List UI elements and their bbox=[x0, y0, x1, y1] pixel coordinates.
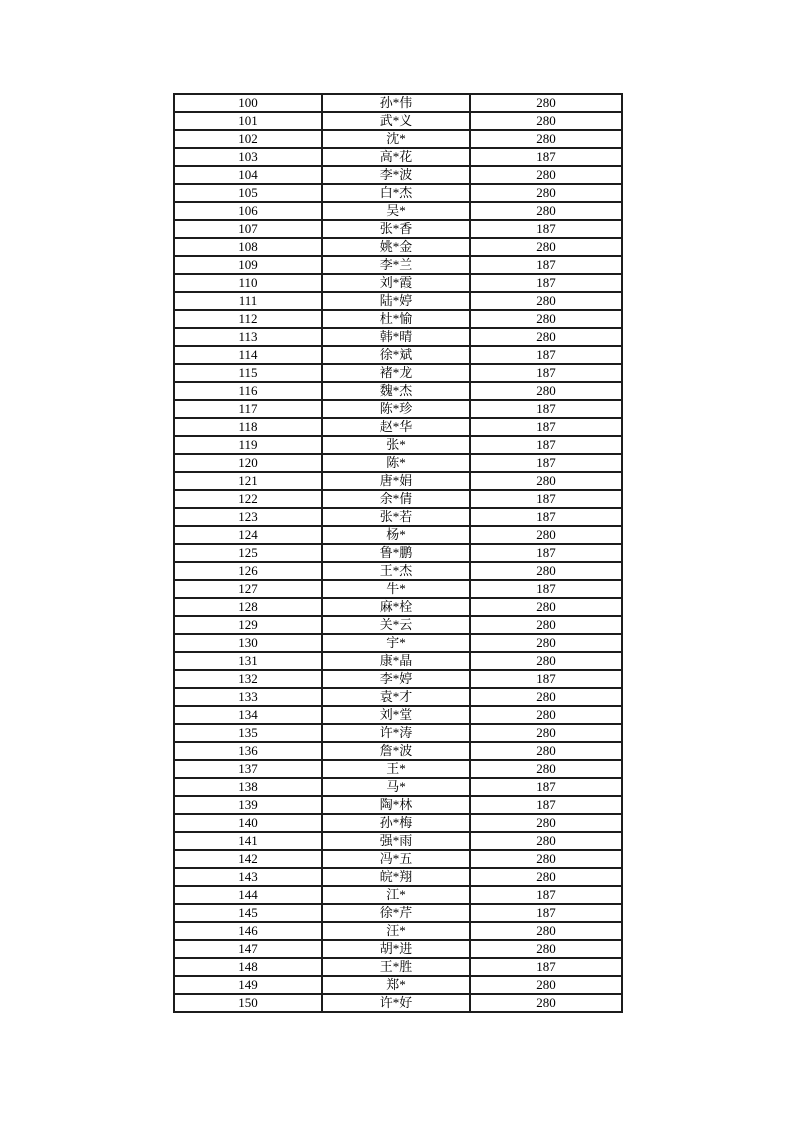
index-cell: 101 bbox=[174, 112, 322, 130]
value-cell: 187 bbox=[470, 256, 622, 274]
value-cell: 280 bbox=[470, 382, 622, 400]
table-row bbox=[174, 148, 622, 166]
index-cell: 149 bbox=[174, 976, 322, 994]
value-cell: 280 bbox=[470, 760, 622, 778]
index-cell: 112 bbox=[174, 310, 322, 328]
table-row bbox=[174, 544, 622, 562]
value-cell: 187 bbox=[470, 580, 622, 598]
index-cell: 108 bbox=[174, 238, 322, 256]
table-row bbox=[174, 454, 622, 472]
index-cell: 124 bbox=[174, 526, 322, 544]
index-cell: 102 bbox=[174, 130, 322, 148]
value-cell: 187 bbox=[470, 544, 622, 562]
value-cell: 187 bbox=[470, 958, 622, 976]
value-cell: 280 bbox=[470, 562, 622, 580]
table-row bbox=[174, 112, 622, 130]
value-cell: 280 bbox=[470, 652, 622, 670]
value-cell: 280 bbox=[470, 472, 622, 490]
index-cell: 144 bbox=[174, 886, 322, 904]
index-cell: 128 bbox=[174, 598, 322, 616]
index-cell: 133 bbox=[174, 688, 322, 706]
name-cell: 麻*栓 bbox=[322, 598, 470, 616]
index-cell: 120 bbox=[174, 454, 322, 472]
value-cell: 280 bbox=[470, 112, 622, 130]
value-cell: 280 bbox=[470, 940, 622, 958]
name-cell: 唐*娟 bbox=[322, 472, 470, 490]
index-cell: 129 bbox=[174, 616, 322, 634]
name-cell: 沈* bbox=[322, 130, 470, 148]
value-cell: 280 bbox=[470, 706, 622, 724]
name-cell: 詹*波 bbox=[322, 742, 470, 760]
name-cell: 杜*愉 bbox=[322, 310, 470, 328]
value-cell: 280 bbox=[470, 868, 622, 886]
index-cell: 106 bbox=[174, 202, 322, 220]
index-cell: 136 bbox=[174, 742, 322, 760]
table-row bbox=[174, 814, 622, 832]
value-cell: 280 bbox=[470, 814, 622, 832]
index-cell: 119 bbox=[174, 436, 322, 454]
name-cell: 李*婷 bbox=[322, 670, 470, 688]
table-row bbox=[174, 778, 622, 796]
value-cell: 280 bbox=[470, 742, 622, 760]
table-row bbox=[174, 670, 622, 688]
index-cell: 150 bbox=[174, 994, 322, 1012]
value-cell: 280 bbox=[470, 526, 622, 544]
value-cell: 280 bbox=[470, 634, 622, 652]
index-cell: 141 bbox=[174, 832, 322, 850]
name-cell: 王*胜 bbox=[322, 958, 470, 976]
index-cell: 111 bbox=[174, 292, 322, 310]
name-cell: 张* bbox=[322, 436, 470, 454]
index-cell: 109 bbox=[174, 256, 322, 274]
table-row bbox=[174, 310, 622, 328]
table-row bbox=[174, 760, 622, 778]
index-cell: 137 bbox=[174, 760, 322, 778]
index-cell: 105 bbox=[174, 184, 322, 202]
table-row bbox=[174, 130, 622, 148]
table-row bbox=[174, 976, 622, 994]
table-row bbox=[174, 220, 622, 238]
name-cell: 强*雨 bbox=[322, 832, 470, 850]
table-row bbox=[174, 202, 622, 220]
name-cell: 陶*林 bbox=[322, 796, 470, 814]
index-cell: 117 bbox=[174, 400, 322, 418]
table-row bbox=[174, 850, 622, 868]
name-cell: 袁*才 bbox=[322, 688, 470, 706]
table-row bbox=[174, 94, 622, 112]
name-cell: 陆*婷 bbox=[322, 292, 470, 310]
name-cell: 吴* bbox=[322, 202, 470, 220]
table-row bbox=[174, 508, 622, 526]
value-cell: 187 bbox=[470, 400, 622, 418]
name-cell: 鲁*鹏 bbox=[322, 544, 470, 562]
table-row bbox=[174, 904, 622, 922]
index-cell: 142 bbox=[174, 850, 322, 868]
table-row bbox=[174, 994, 622, 1012]
index-cell: 100 bbox=[174, 94, 322, 112]
index-cell: 114 bbox=[174, 346, 322, 364]
value-cell: 280 bbox=[470, 976, 622, 994]
value-cell: 187 bbox=[470, 508, 622, 526]
name-cell: 韩*晴 bbox=[322, 328, 470, 346]
index-cell: 125 bbox=[174, 544, 322, 562]
table-row bbox=[174, 940, 622, 958]
index-cell: 147 bbox=[174, 940, 322, 958]
table-row bbox=[174, 634, 622, 652]
value-cell: 280 bbox=[470, 832, 622, 850]
name-cell: 胡*进 bbox=[322, 940, 470, 958]
name-cell: 皖*翔 bbox=[322, 868, 470, 886]
value-cell: 187 bbox=[470, 346, 622, 364]
index-cell: 130 bbox=[174, 634, 322, 652]
table-row bbox=[174, 490, 622, 508]
value-cell: 280 bbox=[470, 310, 622, 328]
table-row bbox=[174, 292, 622, 310]
table-row bbox=[174, 886, 622, 904]
name-cell: 张*若 bbox=[322, 508, 470, 526]
index-cell: 134 bbox=[174, 706, 322, 724]
value-cell: 187 bbox=[470, 220, 622, 238]
table-row bbox=[174, 526, 622, 544]
value-cell: 280 bbox=[470, 238, 622, 256]
table-row bbox=[174, 616, 622, 634]
table-row bbox=[174, 256, 622, 274]
name-cell: 张*香 bbox=[322, 220, 470, 238]
value-cell: 280 bbox=[470, 166, 622, 184]
name-cell: 徐*斌 bbox=[322, 346, 470, 364]
name-cell: 李*波 bbox=[322, 166, 470, 184]
table-row bbox=[174, 364, 622, 382]
index-cell: 118 bbox=[174, 418, 322, 436]
index-cell: 103 bbox=[174, 148, 322, 166]
index-cell: 116 bbox=[174, 382, 322, 400]
index-cell: 146 bbox=[174, 922, 322, 940]
index-cell: 122 bbox=[174, 490, 322, 508]
table-row bbox=[174, 184, 622, 202]
value-cell: 187 bbox=[470, 886, 622, 904]
value-cell: 280 bbox=[470, 184, 622, 202]
value-cell: 187 bbox=[470, 490, 622, 508]
roster-table-body bbox=[174, 94, 622, 1012]
table-row bbox=[174, 796, 622, 814]
name-cell: 康*晶 bbox=[322, 652, 470, 670]
index-cell: 115 bbox=[174, 364, 322, 382]
index-cell: 104 bbox=[174, 166, 322, 184]
index-cell: 113 bbox=[174, 328, 322, 346]
name-cell: 关*云 bbox=[322, 616, 470, 634]
value-cell: 280 bbox=[470, 994, 622, 1012]
index-cell: 145 bbox=[174, 904, 322, 922]
value-cell: 280 bbox=[470, 130, 622, 148]
table-row bbox=[174, 688, 622, 706]
value-cell: 187 bbox=[470, 418, 622, 436]
table-row bbox=[174, 400, 622, 418]
name-cell: 徐*芹 bbox=[322, 904, 470, 922]
name-cell: 王* bbox=[322, 760, 470, 778]
roster-table bbox=[173, 93, 623, 1013]
name-cell: 冯*五 bbox=[322, 850, 470, 868]
name-cell: 汪* bbox=[322, 922, 470, 940]
value-cell: 280 bbox=[470, 328, 622, 346]
name-cell: 陈* bbox=[322, 454, 470, 472]
index-cell: 140 bbox=[174, 814, 322, 832]
table-row bbox=[174, 724, 622, 742]
table-row bbox=[174, 922, 622, 940]
index-cell: 139 bbox=[174, 796, 322, 814]
value-cell: 187 bbox=[470, 670, 622, 688]
value-cell: 280 bbox=[470, 616, 622, 634]
name-cell: 刘*霞 bbox=[322, 274, 470, 292]
index-cell: 135 bbox=[174, 724, 322, 742]
index-cell: 148 bbox=[174, 958, 322, 976]
table-row bbox=[174, 436, 622, 454]
name-cell: 白*杰 bbox=[322, 184, 470, 202]
name-cell: 孙*伟 bbox=[322, 94, 470, 112]
table-row bbox=[174, 382, 622, 400]
value-cell: 280 bbox=[470, 922, 622, 940]
name-cell: 孙*梅 bbox=[322, 814, 470, 832]
index-cell: 123 bbox=[174, 508, 322, 526]
table-row bbox=[174, 652, 622, 670]
value-cell: 187 bbox=[470, 778, 622, 796]
table-row bbox=[174, 706, 622, 724]
table-row bbox=[174, 832, 622, 850]
table-row bbox=[174, 562, 622, 580]
name-cell: 刘*堂 bbox=[322, 706, 470, 724]
index-cell: 110 bbox=[174, 274, 322, 292]
value-cell: 187 bbox=[470, 904, 622, 922]
value-cell: 187 bbox=[470, 148, 622, 166]
table-row bbox=[174, 472, 622, 490]
value-cell: 280 bbox=[470, 94, 622, 112]
index-cell: 131 bbox=[174, 652, 322, 670]
name-cell: 王*杰 bbox=[322, 562, 470, 580]
name-cell: 魏*杰 bbox=[322, 382, 470, 400]
index-cell: 107 bbox=[174, 220, 322, 238]
table-row bbox=[174, 958, 622, 976]
value-cell: 187 bbox=[470, 274, 622, 292]
name-cell: 赵*华 bbox=[322, 418, 470, 436]
value-cell: 280 bbox=[470, 202, 622, 220]
table-row bbox=[174, 238, 622, 256]
name-cell: 马* bbox=[322, 778, 470, 796]
name-cell: 褚*龙 bbox=[322, 364, 470, 382]
value-cell: 187 bbox=[470, 796, 622, 814]
table-row bbox=[174, 598, 622, 616]
table-row bbox=[174, 742, 622, 760]
value-cell: 280 bbox=[470, 850, 622, 868]
value-cell: 187 bbox=[470, 454, 622, 472]
value-cell: 280 bbox=[470, 598, 622, 616]
name-cell: 陈*珍 bbox=[322, 400, 470, 418]
index-cell: 143 bbox=[174, 868, 322, 886]
index-cell: 121 bbox=[174, 472, 322, 490]
table-row bbox=[174, 346, 622, 364]
name-cell: 武*义 bbox=[322, 112, 470, 130]
value-cell: 280 bbox=[470, 688, 622, 706]
name-cell: 许*涛 bbox=[322, 724, 470, 742]
index-cell: 138 bbox=[174, 778, 322, 796]
name-cell: 姚*金 bbox=[322, 238, 470, 256]
name-cell: 杨* bbox=[322, 526, 470, 544]
name-cell: 江* bbox=[322, 886, 470, 904]
name-cell: 郑* bbox=[322, 976, 470, 994]
name-cell: 宇* bbox=[322, 634, 470, 652]
value-cell: 187 bbox=[470, 436, 622, 454]
table-row bbox=[174, 580, 622, 598]
name-cell: 牛* bbox=[322, 580, 470, 598]
table-row bbox=[174, 868, 622, 886]
table-row bbox=[174, 328, 622, 346]
table-row bbox=[174, 418, 622, 436]
name-cell: 余*倩 bbox=[322, 490, 470, 508]
name-cell: 许*好 bbox=[322, 994, 470, 1012]
index-cell: 127 bbox=[174, 580, 322, 598]
value-cell: 280 bbox=[470, 292, 622, 310]
table-row bbox=[174, 274, 622, 292]
index-cell: 126 bbox=[174, 562, 322, 580]
table-row bbox=[174, 166, 622, 184]
name-cell: 李*兰 bbox=[322, 256, 470, 274]
value-cell: 187 bbox=[470, 364, 622, 382]
index-cell: 132 bbox=[174, 670, 322, 688]
name-cell: 高*花 bbox=[322, 148, 470, 166]
value-cell: 280 bbox=[470, 724, 622, 742]
